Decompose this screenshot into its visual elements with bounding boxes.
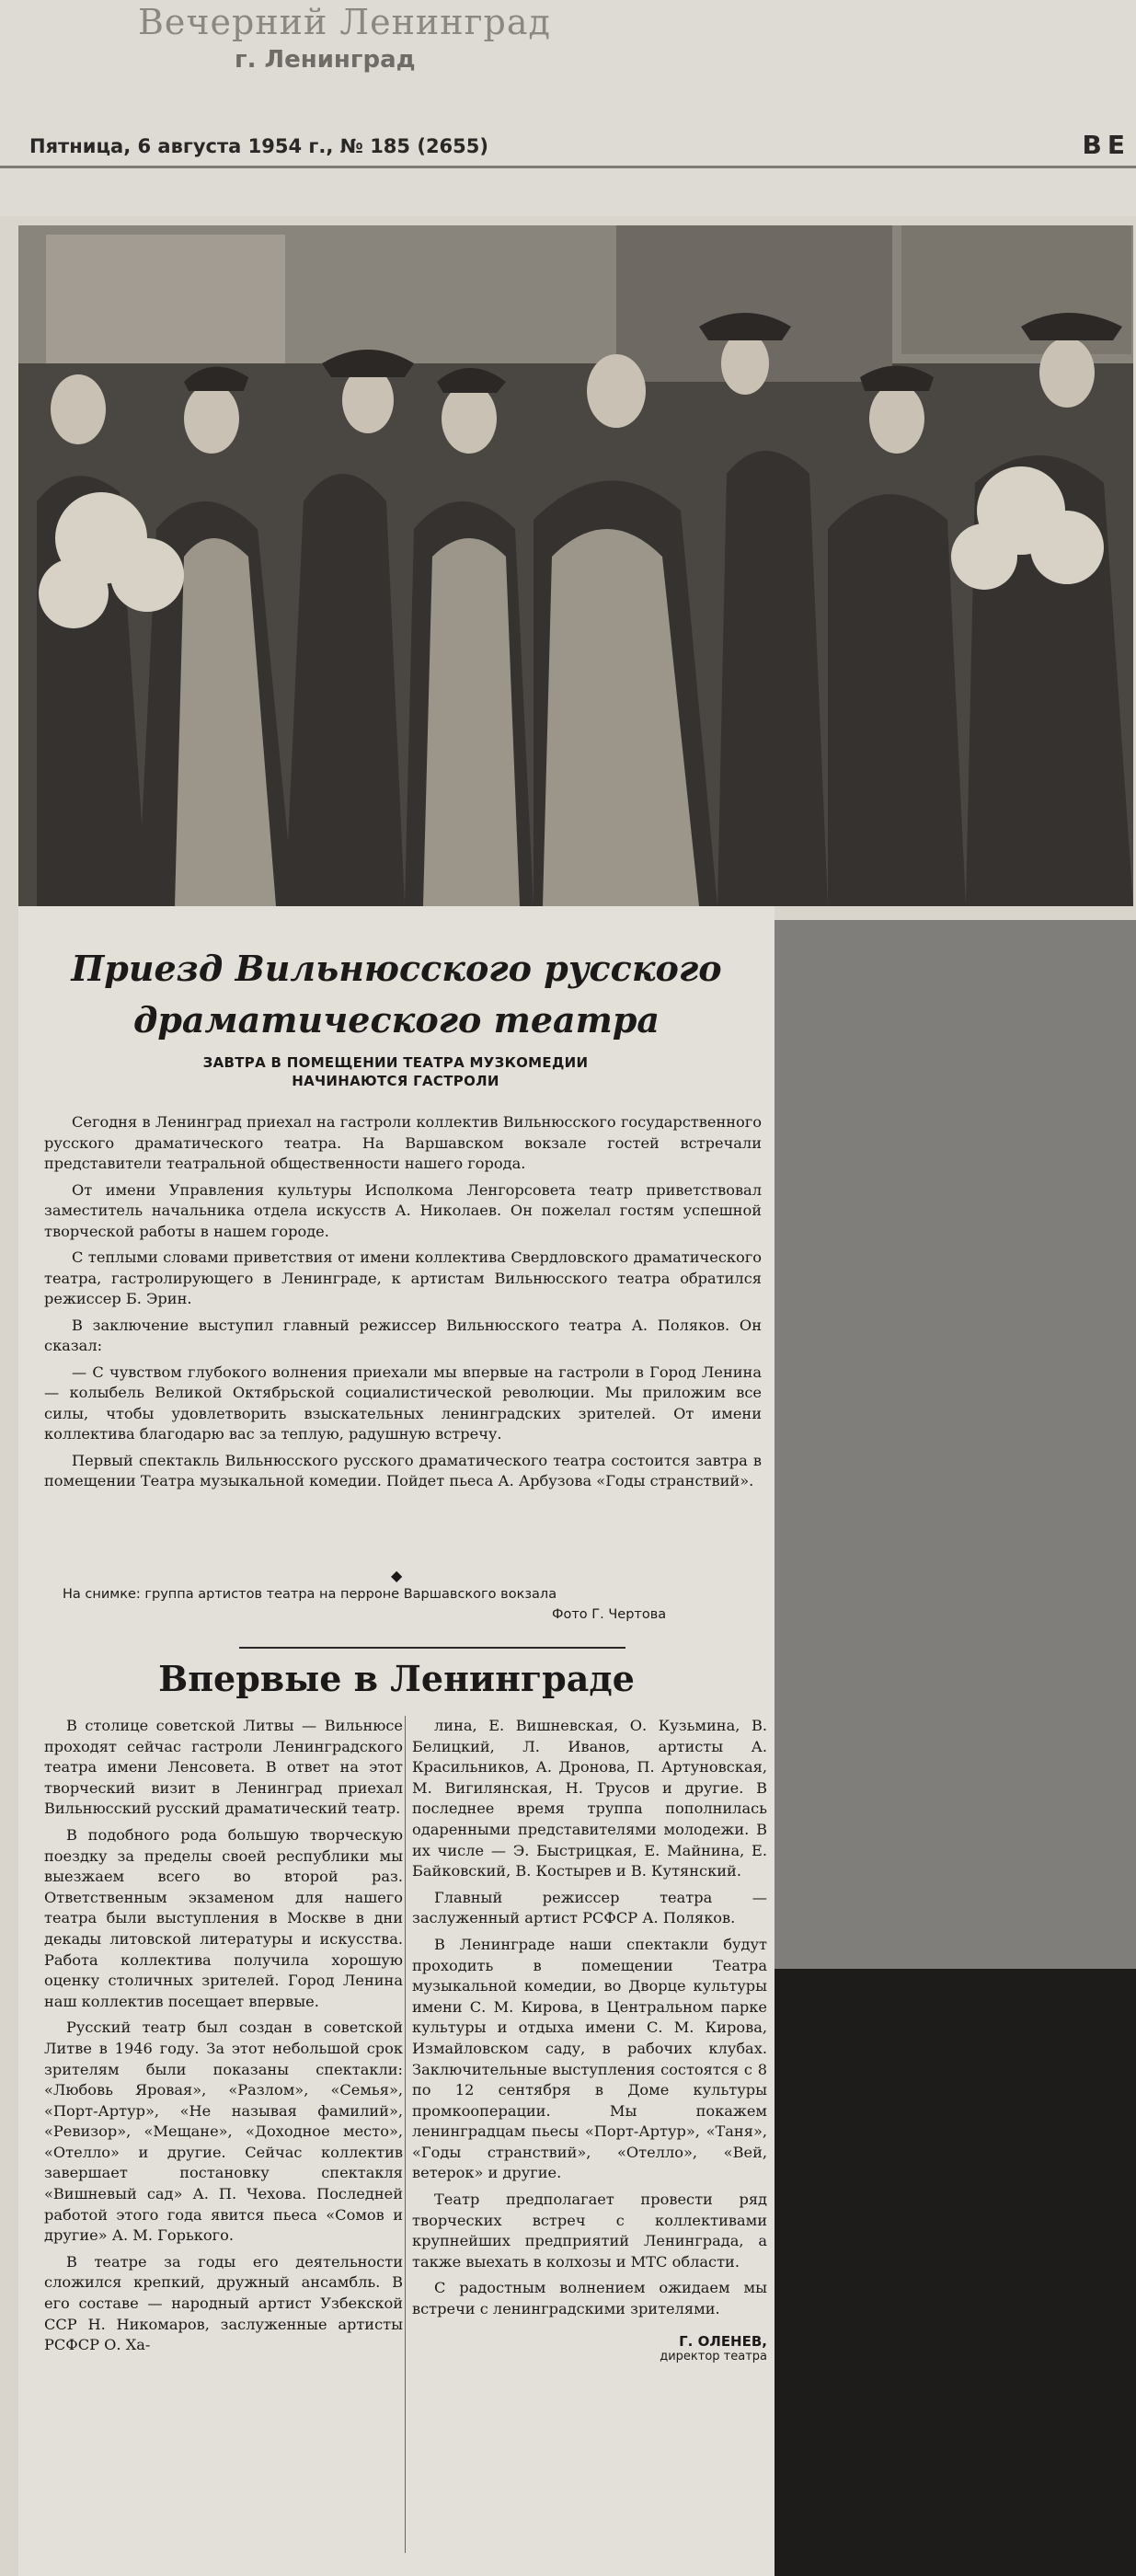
right-column [412,1716,767,2364]
paragraph: Первый спектакль Вильнюсского русского драматического театра состоится завтра в помещении Театра музыкальной комедии. Пойдет пьеса А. Арбузова «Годы странствий». [44,1451,762,1489]
left-column [44,1716,403,2362]
paragraph: Театр предполагает провести ряд творческих встреч с коллективами крупнейших предприятий Ленинграда, а также выехать в колхозы и МТС области. [412,2191,767,2271]
paragraph: лина, Е. Вишневская, О. Кузьмина, В. Белицкий, Л. Иванов, артисты А. Красильников, А. Дронова, П. Артуновская, М. Вигилянская, Н. Трусов и другие. В последнее время труппа пополнилась одаренными представителями молодежи. В их числе — Э. Быстрицкая, Е. Майнина, Е. Байковский, В. Костырев и В. Кутянский. [412,1717,767,1880]
photo-credit: Фото Г. Чертова [552,1607,667,1622]
paragraph: В подобного рода большую творческую поездку за пределы своей республики мы выезжаем всего во второй раз. Ответственным экзаменом для нашего театра были выступления в Москве в дни декады литовской литературы и искусства. Работа коллектива получила хорошую оценку столичных зрителей. Город Ленина наш коллектив посещает впервые. [44,1825,403,2010]
paragraph: С радостным волнением ожидаем мы встречи с ленинградскими зрителями. [412,2279,767,2318]
paragraph: В заключение выступил главный режиссер Вильнюсского театра А. Поляков. Он сказал: [44,1316,762,1354]
paragraph: В столице советской Литвы — Вильнюсе проходят сейчас гастроли Ленинградского театра имени Ленсовета. В ответ на этот творческий визит в Ленинград приехал Вильнюсский русский драматический театр. [44,1717,403,1818]
corner-masthead-fragment: ВЕ [1082,130,1130,160]
paragraph: Русский театр был создан в советской Литве в 1946 году. За этот небольшой срок зрителям были показаны спектакли: «Любовь Яровая», «Разлом», «Семья», «Порт-Артур», «Не называя фамилий», «Ревизор», «Мещане», «Доходное место», «Отелло» и другие. Сейчас коллектив завершает постановку спектакля «Вишневый сад» А. П. Чехова. Последней работой этого года явится пьеса «Сомов и другие» А. М. Горького. [44,2018,403,2245]
section-divider [239,1647,625,1649]
group-photo [18,225,1133,906]
column-divider [405,1716,406,2553]
article-subheadline: ЗАВТРА В ПОМЕЩЕНИИ ТЕАТРА МУЗКОМЕДИИ НАЧИНАЮТСЯ ГАСТРОЛИ [202,1054,589,1089]
issue-date-line: Пятница, 6 августа 1954 г., № 185 (2655) [29,135,488,157]
paragraph: Сегодня в Ленинград приехал на гастроли коллектив Вильнюсского государственного русского драматического театра. На Варшавском вокзале гостей встречали представители театральной общественности нашего города. [44,1113,762,1172]
paragraph: — С чувством глубокого волнения приехали мы впервые на гастроли в Город Ленина — колыбель Великой Октябрьской социалистической революции. Мы приложим все силы, чтобы удовлетворить взыскательных ленинградских зрителей. От имени коллектива благодарю вас за теплую, радушную встречу. [44,1363,762,1443]
newspaper-city: г. Ленинград [235,46,416,74]
author-title: директор театра [660,2349,767,2363]
paragraph: С теплыми словами приветствия от имени коллектива Свердловского драматического театра, гастролирующего в Ленинграде, к артистам Вильнюсского театра обратился режиссер Б. Эрин. [44,1248,762,1307]
paragraph: В Ленинграде наши спектакли будут проходить в помещении Театра музыкальной комедии, во Дворце культуры имени С. М. Кирова, в Центральном парке культуры и отдыха имени С. М. Кирова, Измайловском саду, в рабочих клубах. Заключительные выступления состоятся с 8 по 12 сентября в Доме культуры промкооперации. Мы покажем ленинградцам пьесы «Порт-Артур», «Таня», «Годы странствий», «Отелло», «Вей, ветерок» и другие. [412,1935,767,2182]
group-photo-drawing [18,225,1133,906]
article-body [44,1112,762,1498]
author-signature: Г. ОЛЕНЕВ, [679,2332,767,2350]
article-headline: Приезд Вильнюсского русского драматического театра [71,948,722,1041]
second-article-headline: Впервые в Ленинграде [158,1658,635,1699]
newspaper-masthead: Вечерний Ленинград [138,2,551,42]
paragraph: От имени Управления культуры Исполкома Ленгорсовета театр приветствовал заместитель начальника отдела искусств А. Николаев. Он пожелал гостям успешной творческой работы в нашем городе. [44,1180,762,1240]
separator-ornament: ◆ [391,1567,403,1584]
header-rule [0,166,1136,168]
article-panel [18,906,775,2576]
paragraph: Главный режиссер театра — заслуженный артист РСФСР А. Поляков. [412,1888,767,1927]
background-margin-gray [775,920,1136,1969]
background-margin-dark [775,1969,1136,2576]
photo-caption: На снимке: группа артистов театра на перроне Варшавского вокзала [63,1587,557,1602]
paragraph: В театре за годы его деятельности сложился крепкий, дружный ансамбль. В его составе — народный артист Узбекской ССР Н. Никомаров, заслуженные артисты РСФСР О. Ха- [44,2252,403,2354]
